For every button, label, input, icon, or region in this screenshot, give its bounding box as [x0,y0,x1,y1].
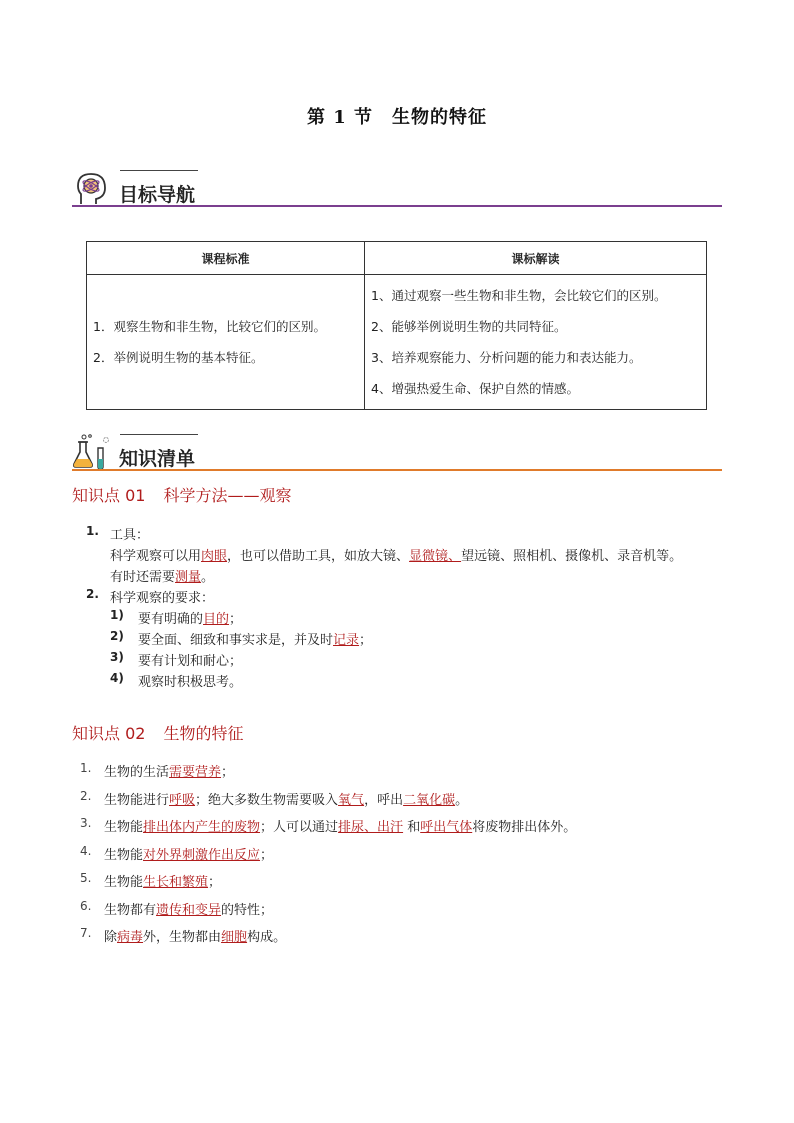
knowledge-point-number: 知识点 01 [72,486,146,505]
list-number: 1. [80,761,92,775]
sub-number: 4) [110,671,124,685]
list-number: 7. [80,926,92,940]
section-divider [72,469,722,471]
list-number: 2. [86,587,99,601]
key-term: 遗传和变异 [156,902,222,918]
list-item: 4. 生物能对外界刺激作出反应； [80,843,274,863]
knowledge-point-title: 生物的特征 [163,724,244,743]
list-item: 1. 生物的生活需要营养； [80,761,235,780]
key-term: 测量 [175,570,202,585]
section-title: 知识清单 [119,448,196,470]
item-text-line: 有时还需要测量。 [110,570,215,585]
sub-number: 2) [110,629,124,643]
key-term: 记录 [333,633,360,648]
list-item [86,587,746,608]
brain-head-icon [72,168,112,208]
list-number: 4. [80,843,92,858]
list-item: 2. 生物能进行呼吸；绝大多数生物需要吸入氧气，呼出二氧化碳。 [80,788,469,808]
table-cell-interpretation [365,275,707,410]
header-overline [120,170,198,171]
knowledge-point-number: 知识点 02 [72,724,146,743]
sub-list-item: 2) 要全面、细致和事实求是，并及时记录； [110,629,373,648]
key-term: 肉眼 [201,549,228,564]
key-term: 细胞 [221,930,248,945]
knowledge-point-title: 科学方法——观察 [163,486,292,505]
table-row [87,275,707,410]
key-term: 氧气 [338,792,365,808]
list-item [86,524,746,545]
observation-list [86,524,746,692]
table-header-row [87,242,707,275]
sub-list-item: 1) 要有明确的目的； [110,608,243,627]
key-term: 二氧化碳 [403,792,456,808]
list-number: 3. [80,816,92,830]
section-divider [72,205,722,207]
sub-list-item: 4) 观察时积极思考。 [110,671,243,690]
key-term: 呼出气体 [420,820,473,835]
sub-list-item: 3) 要有计划和耐心； [110,650,243,669]
section-header-goal-nav [72,168,722,208]
item-label: 工具： [110,528,150,543]
interpretation-item: 4、增强热爱生命、保护自然的情感。 [371,381,579,396]
list-item: 3. 生物能排出体内产生的废物；人可以通过排尿、出汗 和呼出气体将废物排出体外。 [80,816,577,835]
standard-item: 1．观察生物和非生物，比较它们的区别。 [93,319,326,334]
characteristics-list [80,761,740,954]
key-term: 对外界刺激作出反应 [143,847,261,863]
key-term: 病毒 [117,930,144,945]
table-header: 课程标准 [87,242,365,275]
section-header-knowledge-list [72,432,722,472]
key-term: 呼吸 [169,792,196,808]
key-term: 目的 [203,612,230,627]
interpretation-item: 3、培养观察能力、分析问题的能力和表达能力。 [371,350,642,365]
knowledge-point-heading [72,721,243,744]
key-term: 排出体内产生的废物 [143,820,261,835]
key-term: 排尿、出汗 [338,820,404,835]
list-item: 6. 生物都有遗传和变异的特性； [80,898,274,918]
list-number: 5. [80,871,92,885]
key-term: 显微镜、 [409,549,462,564]
header-overline [120,434,198,435]
interpretation-item: 1、通过观察一些生物和非生物，会比较它们的区别。 [371,288,667,303]
table-cell-standards [87,275,365,410]
interpretation-item: 2、能够举例说明生物的共同特征。 [371,319,567,334]
item-text-line: 科学观察可以用肉眼，也可以借助工具，如放大镜、显微镜、望远镜、照相机、摄像机、录音机等。 [110,549,683,564]
sub-number: 3) [110,650,124,664]
sub-number: 1) [110,608,124,622]
table-header: 课标解读 [365,242,707,275]
key-term: 生长和繁殖 [143,875,209,890]
list-number: 2. [80,788,92,803]
section-title: 目标导航 [119,184,196,206]
item-label: 科学观察的要求： [110,591,215,606]
list-number: 6. [80,898,92,913]
page-title: 第 1 节 生物的特征 [306,107,488,128]
standard-item: 2．举例说明生物的基本特征。 [93,350,264,365]
list-item: 7. 除病毒外，生物都由细胞构成。 [80,926,287,945]
list-item: 5. 生物能生长和繁殖； [80,871,222,890]
knowledge-point-heading [72,483,291,506]
lab-flask-icon [72,432,112,472]
key-term: 需要营养 [169,765,222,780]
list-number: 1. [86,524,99,538]
curriculum-table [86,241,707,410]
